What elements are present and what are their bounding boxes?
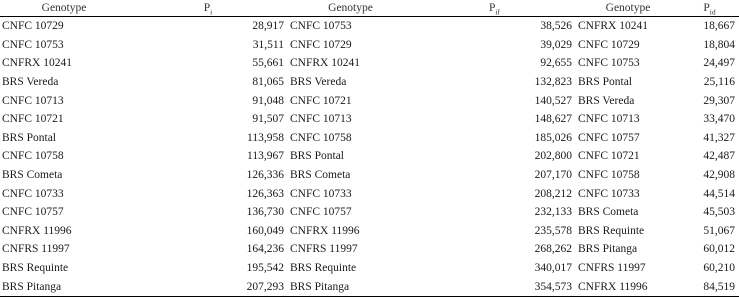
table-row xyxy=(0,36,739,55)
genotype-pif-cell: CNFC 10733 xyxy=(290,187,352,200)
table-row xyxy=(0,147,739,166)
pid-value-cell: 41,327 xyxy=(703,131,735,144)
genotype-pid-cell: CNFRS 11997 xyxy=(578,262,646,275)
genotype-pid-cell: BRS Pontal xyxy=(578,76,633,89)
genotype-pif-cell: BRS Cometa xyxy=(290,169,351,182)
pif-value-cell: 132,823 xyxy=(534,76,572,89)
genotype-pi-cell: BRS Requinte xyxy=(2,262,69,275)
genotype-header-1: Genotype xyxy=(0,0,128,17)
genotype-pif-cell: CNFRX 11996 xyxy=(290,224,360,237)
pid-header-sub: id xyxy=(709,7,716,17)
genotype-pif-cell: CNFRX 10241 xyxy=(290,57,360,70)
pid-value-cell: 18,804 xyxy=(703,38,735,51)
genotype-pid-cell: CNFC 10721 xyxy=(578,150,640,163)
pid-value-cell: 60,210 xyxy=(703,262,735,275)
genotype-pi-cell: CNFRX 10241 xyxy=(2,57,72,70)
table-row xyxy=(0,166,739,185)
pif-value-cell: 140,527 xyxy=(534,94,572,107)
pif-value-cell: 207,170 xyxy=(534,169,572,182)
genotype-pi-cell: BRS Vereda xyxy=(2,76,59,89)
pif-header-main: P xyxy=(489,2,496,14)
pi-value-cell: 31,511 xyxy=(252,38,284,51)
table-row xyxy=(0,129,739,148)
genotype-pif-cell: CNFRS 11997 xyxy=(290,243,358,256)
pi-value-cell: 164,236 xyxy=(246,243,284,256)
genotype-pid-cell: CNFC 10753 xyxy=(578,57,640,70)
genotype-pid-cell: CNFC 10713 xyxy=(578,113,640,126)
pi-value-cell: 207,293 xyxy=(128,277,288,296)
table-row xyxy=(0,184,739,203)
pid-value-cell: 42,487 xyxy=(703,150,735,163)
genotype-pi-cell: CNFC 10758 xyxy=(2,150,64,163)
genotype-pid-cell: BRS Vereda xyxy=(578,94,635,107)
genotype-pid-cell: CNFRX 11996 xyxy=(576,277,680,296)
pif-value-cell: 202,800 xyxy=(534,150,572,163)
pi-value-cell: 91,048 xyxy=(252,94,284,107)
table-row xyxy=(0,222,739,241)
table-row xyxy=(0,73,739,92)
genotype-pif-cell: BRS Pontal xyxy=(290,150,345,163)
genotype-pid-cell: BRS Pitanga xyxy=(578,243,638,256)
pif-value-cell: 38,526 xyxy=(540,20,572,33)
genotype-pid-cell: CNFC 10729 xyxy=(578,38,640,51)
pid-value-cell: 24,497 xyxy=(703,57,735,70)
genotype-pi-cell: CNFC 10733 xyxy=(2,187,64,200)
table-row xyxy=(0,54,739,73)
genotype-pi-cell: BRS Cometa xyxy=(2,169,63,182)
pid-value-cell: 42,908 xyxy=(703,169,735,182)
pid-value-cell: 33,470 xyxy=(703,113,735,126)
pif-value-cell: 235,578 xyxy=(534,224,572,237)
pi-value-cell: 113,958 xyxy=(247,131,284,144)
pif-header-sub: if xyxy=(495,7,500,17)
genotype-pif-cell: CNFC 10721 xyxy=(290,94,352,107)
table-body xyxy=(0,17,739,297)
pid-value-cell: 51,067 xyxy=(703,224,735,237)
pid-header xyxy=(680,0,739,17)
pi-value-cell: 91,507 xyxy=(252,113,284,126)
pid-value-cell: 84,519 xyxy=(680,277,739,296)
genotype-pi-cell: CNFC 10713 xyxy=(2,94,64,107)
table-row xyxy=(0,203,739,222)
pif-value-cell: 92,655 xyxy=(540,57,572,70)
pif-value-cell: 268,262 xyxy=(534,243,572,256)
genotype-pi-cell: CNFC 10753 xyxy=(2,38,64,51)
genotype-header-2: Genotype xyxy=(288,0,413,17)
genotype-pi-cell: CNFC 10721 xyxy=(2,113,64,126)
genotype-pi-cell: CNFRX 11996 xyxy=(2,224,72,237)
genotype-pid-cell: CNFC 10757 xyxy=(578,131,640,144)
pif-value-cell: 232,133 xyxy=(534,206,572,219)
genotype-pi-cell: BRS Pontal xyxy=(2,131,57,144)
genotype-pid-cell: CNFRX 10241 xyxy=(578,20,648,33)
pi-value-cell: 195,542 xyxy=(246,262,284,275)
genotype-pid-cell: CNFC 10733 xyxy=(578,187,640,200)
pif-value-cell: 208,212 xyxy=(534,187,572,200)
pif-value-cell: 185,026 xyxy=(534,131,572,144)
header-row xyxy=(0,0,739,17)
pif-value-cell: 39,029 xyxy=(540,38,572,51)
genotype-pid-cell: CNFC 10758 xyxy=(578,169,640,182)
genotype-pif-cell: BRS Requinte xyxy=(290,262,357,275)
pi-value-cell: 160,049 xyxy=(246,224,284,237)
genotype-pid-cell: BRS Cometa xyxy=(578,206,639,219)
genotype-pif-cell: BRS Pitanga xyxy=(288,277,413,296)
genotype-pi-cell: CNFC 10757 xyxy=(2,206,64,219)
pi-header-main: P xyxy=(203,2,211,14)
genotype-pif-cell: CNFC 10713 xyxy=(290,113,352,126)
genotype-pif-cell: BRS Vereda xyxy=(290,76,347,89)
pid-header-main: P xyxy=(703,2,710,14)
pi-header-sub: i xyxy=(210,7,213,17)
genotype-pi-cell: CNFC 10729 xyxy=(2,20,64,33)
pi-value-cell: 126,363 xyxy=(246,187,284,200)
pid-value-cell: 45,503 xyxy=(703,206,735,219)
pi-value-cell: 126,336 xyxy=(246,169,284,182)
pi-value-cell: 113,967 xyxy=(247,150,284,163)
table-row xyxy=(0,259,739,278)
pid-value-cell: 25,116 xyxy=(703,76,735,89)
genotype-pif-cell: CNFC 10757 xyxy=(290,206,352,219)
pid-value-cell: 60,012 xyxy=(703,243,735,256)
pi-value-cell: 28,917 xyxy=(252,20,284,33)
pif-value-cell: 148,627 xyxy=(534,113,572,126)
pi-header xyxy=(128,0,288,17)
genotype-pif-cell: CNFC 10758 xyxy=(290,131,352,144)
pif-value-cell: 354,573 xyxy=(413,277,576,296)
table-row xyxy=(0,277,739,296)
pid-value-cell: 29,307 xyxy=(703,94,735,107)
genotype-header-3: Genotype xyxy=(576,0,680,17)
pi-value-cell: 55,661 xyxy=(252,57,284,70)
pi-value-cell: 81,065 xyxy=(252,76,284,89)
table-row xyxy=(0,240,739,259)
table-row xyxy=(0,110,739,129)
pid-value-cell: 44,514 xyxy=(703,187,735,200)
pid-value-cell: 18,667 xyxy=(703,20,735,33)
table-row xyxy=(0,91,739,110)
genotype-pid-cell: BRS Requinte xyxy=(578,224,645,237)
genotype-pi-cell: CNFRS 11997 xyxy=(2,243,70,256)
pif-header xyxy=(413,0,576,17)
table-row xyxy=(0,17,739,36)
genotype-pif-cell: CNFC 10753 xyxy=(290,20,352,33)
pif-value-cell: 340,017 xyxy=(534,262,572,275)
genotype-pi-cell: BRS Pitanga xyxy=(0,277,128,296)
pi-value-cell: 136,730 xyxy=(246,206,284,219)
genotype-pif-cell: CNFC 10729 xyxy=(290,38,352,51)
